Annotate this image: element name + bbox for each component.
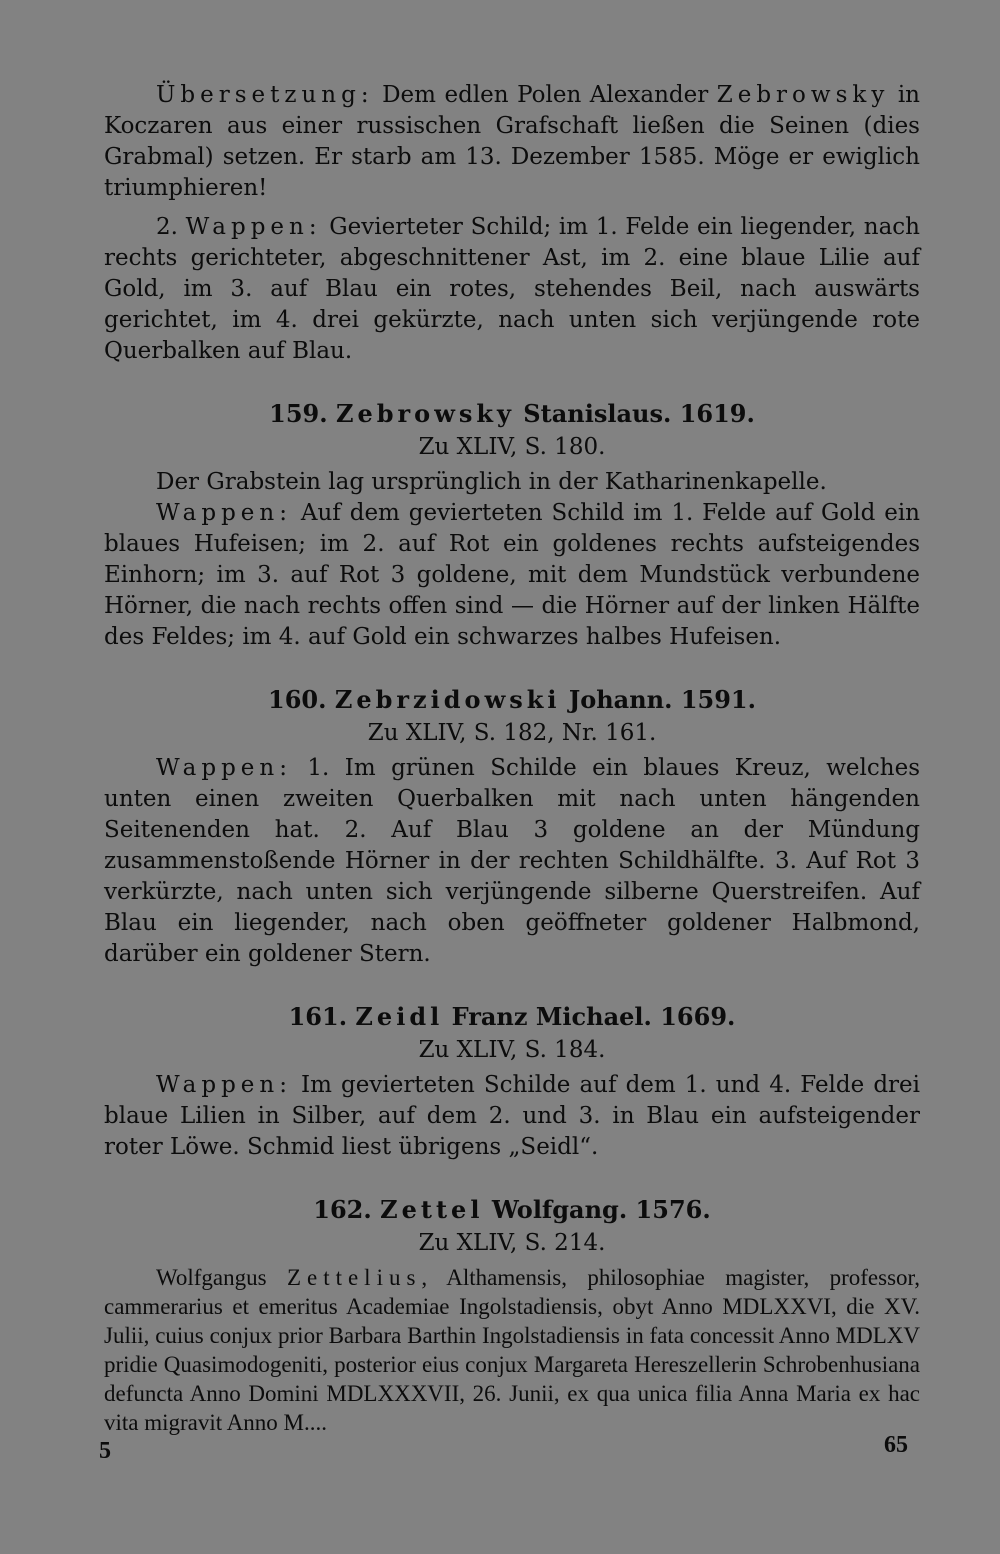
entry-given-name: Stanislaus. <box>523 399 672 428</box>
entry-reference: Zu XLIV, S. 214. <box>418 1230 606 1256</box>
translation-label: Übersetzung: <box>156 82 374 108</box>
entry-162 <box>104 1193 920 1437</box>
entry-arms-paragraph <box>104 1070 920 1163</box>
translation-name: Zebrowsky <box>716 82 890 108</box>
entry-title <box>104 397 920 431</box>
entry-number: 159. <box>269 399 328 428</box>
entry-note: Der Grabstein lag ursprünglich in der Katharinenkapelle. <box>156 469 827 495</box>
entry-arms-label: Wappen: <box>156 755 292 781</box>
entry-year: 1591. <box>680 685 756 714</box>
entry-given-name: Wolfgang. <box>491 1195 628 1224</box>
entry-number: 160. <box>268 685 327 714</box>
entry-161 <box>104 1000 920 1163</box>
entry-reference: Zu XLIV, S. 180. <box>418 434 606 460</box>
intro-arms-text: Gevierteter Schild; im 1. Felde ein liegender, nach rechts gerichteter, abgeschnittener Ast, im 2. eine blaue Lilie auf Gold, im 3. auf Blau ein rotes, stehendes Beil, nach auswärts gerichtet, im 4. drei gekürzte, nach unten sich verjüngende rote Querbalken auf Blau. <box>104 214 920 364</box>
entry-surname: Zettel <box>380 1195 484 1224</box>
epitaph-text-rest: , Althamensis, philosophiae magister, professor, cammerarius et emeritus Academiae Ingolstadiensis, obyt Anno MDLXXVI, die XV. Julii, cuius conjux prior Barbara Barthin Ingolstadiensis in fata concessit Anno MDLXV pridie Quasimodogeniti, posterior eius conjux Margareta Hereszellerin Schrobenhusiana defuncta Anno Domini MDLXXXVII, 26. Junii, ex qua unica filia Anna Maria ex hac vita migravit Anno M.... <box>104 1265 921 1435</box>
intro-arms-prefix: 2. <box>156 214 186 240</box>
entry-arms-label: Wappen: <box>156 1072 292 1098</box>
entry-159 <box>104 397 920 653</box>
entry-arms-text: Auf dem gevierteten Schild im 1. Felde auf Gold ein blaues Hufeisen; im 2. auf Rot ein goldenes rechts aufsteigendes Einhorn; im 3. auf Rot 3 goldene, mit dem Mundstück verbundene Hörner, die nach rechts offen sind — die Hörner auf der linken Hälfte des Feldes; im 4. auf Gold ein schwarzes halbes Hufeisen. <box>104 500 920 650</box>
entry-arms-text: 1. Im grünen Schilde ein blaues Kreuz, welches unten einen zweiten Querbalken mit nach unten hängenden Seitenenden hat. 2. Auf Blau 3 goldene an der Mündung zusammenstoßende Hörner in der rechten Schildhälfte. 3. Auf Rot 3 verkürzte, nach unten sich verjüngende silberne Querstreifen. Auf Blau ein liegender, nach oben geöffneter goldener Halbmond, darüber ein goldener Stern. <box>104 755 920 967</box>
epitaph-text-start: Wolfgangus <box>156 1265 287 1290</box>
entry-title <box>104 1193 920 1227</box>
entry-reference: Zu XLIV, S. 182, Nr. 161. <box>367 720 657 746</box>
entry-given-name: Johann. <box>568 685 673 714</box>
page-body <box>104 80 920 1437</box>
entry-surname: Zebrowsky <box>335 399 515 428</box>
entry-number: 161. <box>288 1002 348 1031</box>
epitaph-name: Zettelius <box>286 1265 422 1290</box>
page-number: 65 <box>884 1432 908 1458</box>
intro-arms-label: Wappen: <box>185 214 322 240</box>
epitaph-latin-text <box>104 1263 920 1437</box>
entry-arms-text: Im gevierteten Schilde auf dem 1. und 4. Felde drei blaue Lilien in Silber, auf dem 2. und 3. in Blau ein aufsteigender roter Löwe. Schmid liest übrigens „Seidl“. <box>104 1072 920 1160</box>
intro-arms-paragraph <box>104 212 920 367</box>
entry-title <box>104 683 920 717</box>
entry-given-name: Franz Michael. <box>451 1002 652 1031</box>
entry-surname: Zebrzidowski <box>334 685 561 714</box>
entry-arms-paragraph <box>104 753 920 970</box>
entry-arms-label: Wappen: <box>156 500 292 526</box>
entry-arms-paragraph <box>104 498 920 653</box>
entry-number: 162. <box>313 1195 372 1224</box>
entry-year: 1669. <box>660 1002 736 1031</box>
entry-year: 1576. <box>635 1195 711 1224</box>
translation-text-continued: in Koczaren aus einer russischen Grafschaft ließen die Seinen (dies Grabmal) setzen. Er starb am 13. Dezember 1585. Möge er ewiglich triumphieren! <box>104 82 920 201</box>
translation-text: Dem edlen Polen Alexander <box>373 82 717 108</box>
entry-160 <box>104 683 920 970</box>
signature-mark: 5 <box>99 1438 111 1464</box>
entry-reference: Zu XLIV, S. 184. <box>418 1037 606 1063</box>
entry-surname: Zeidl <box>355 1002 444 1031</box>
entry-year: 1619. <box>679 399 755 428</box>
translation-paragraph <box>104 80 920 204</box>
entry-title <box>104 1000 920 1034</box>
